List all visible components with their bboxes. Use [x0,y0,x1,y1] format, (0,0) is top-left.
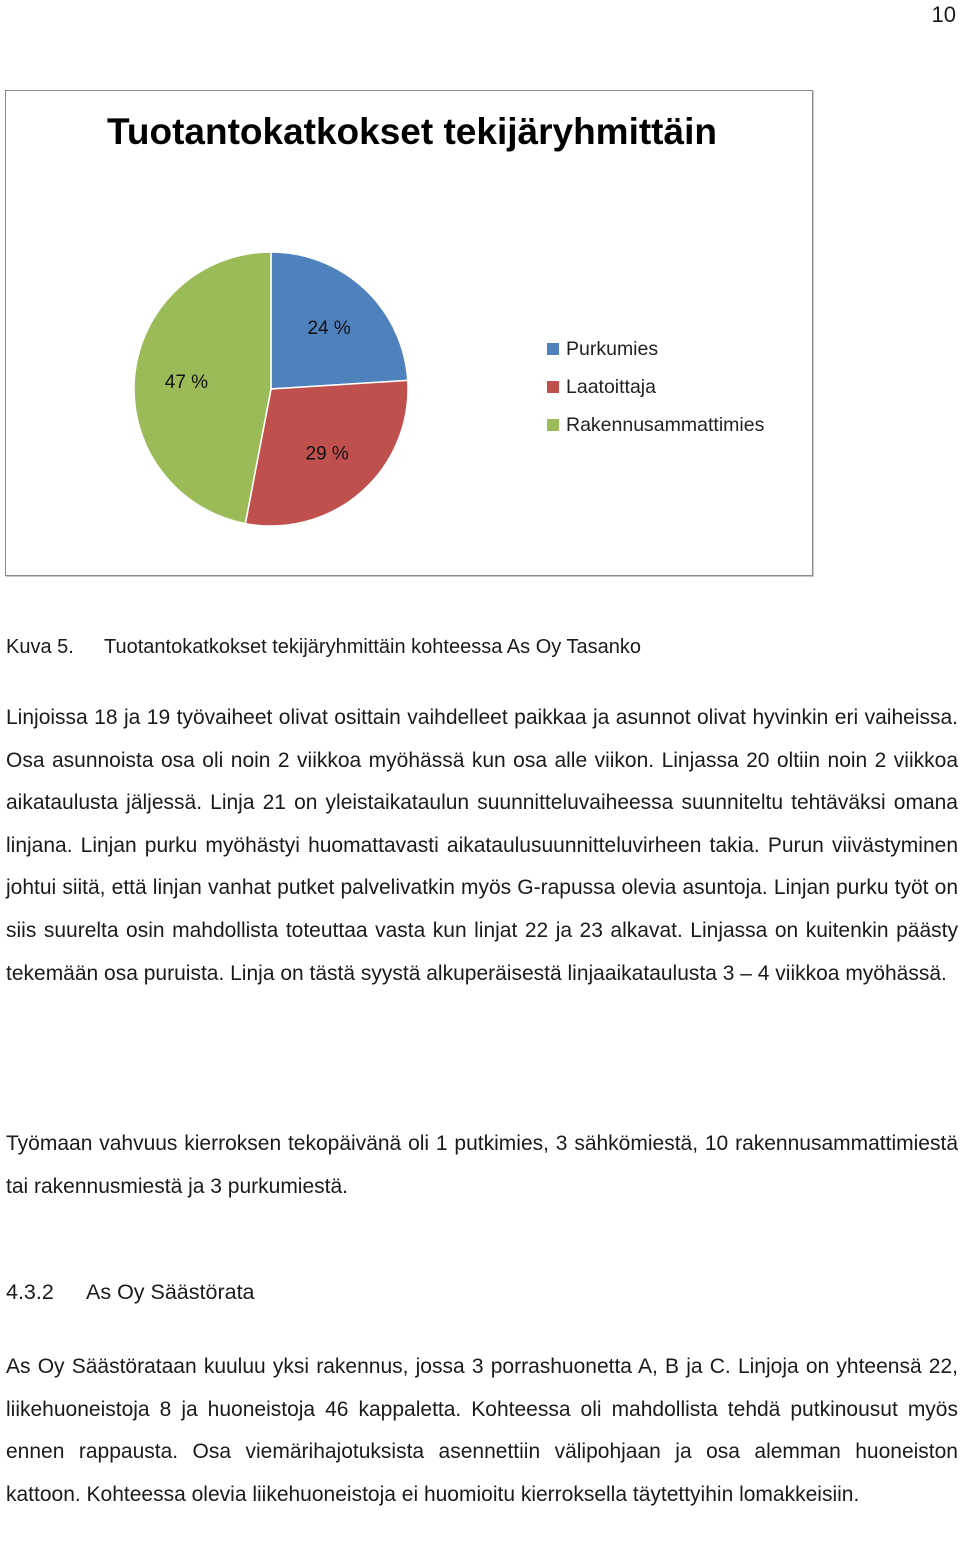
section-number: 4.3.2 [6,1280,54,1304]
legend-swatch-rakennusammattimies [547,419,559,431]
page-number: 10 [931,2,956,27]
section-title: As Oy Säästörata [86,1280,255,1304]
body-paragraph-1: Linjoissa 18 ja 19 työvaiheet olivat osittain vaihdelleet paikkaa ja asunnot olivat hyvinkin eri vaiheissa. Osa asunnoista osa oli noin 2 viikkoa myöhässä kun osa alle viikon. Linjassa 20 oltiin noin 2 viikkoa aikataulusta jäljessä. Linja 21 on yleistaikataulun suunnitteluvaiheessa suunniteltu tehtäväksi omana linjana. Linjan purku myöhästyi huomattavasti aikataulusuunnitteluvirheen takia. Purun viivästyminen johtui siitä, että linjan vanhat putket palvelivatkin myös G-rapussa olevia asuntoja. Linjan purku työt on siis suurelta osin mahdollista toteuttaa vasta kun linjat 22 ja 23 alkavat. Linjassa on kuitenkin päästy tekemään osa puruista. Linja on tästä syystä alkuperäisestä linjaaikataulusta 3 – 4 viikkoa myöhässä. [6,706,958,985]
legend-label-laatoittaja: Laatoittaja [566,376,656,398]
legend-label-rakennusammattimies: Rakennusammattimies [566,414,765,436]
pie-chart [6,91,812,575]
data-label-rakennusammattimies: 47 % [164,372,209,394]
chart-title: Tuotantokatkokset tekijäryhmittäin [107,111,717,152]
data-label-laatoittaja: 29 % [305,443,349,465]
legend-swatch-laatoittaja [547,381,559,393]
body-paragraph-2: Työmaan vahvuus kierroksen tekopäivänä oli 1 putkimies, 3 sähkömiestä, 10 rakennusammattimiestä tai rakennusmiestä ja 3 purkumiestä. [6,1132,958,1198]
section-heading [6,1280,255,1305]
chart-frame [5,90,813,576]
body-paragraph-3: As Oy Säästörataan kuuluu yksi rakennus, jossa 3 porrashuonetta A, B ja C. Linjoja on yhteensä 22, liikehuoneistoja 8 ja huoneistoja 46 kappaletta. Kohteessa oli mahdollista tehdä putkinousut myös ennen rappausta. Osa viemärihajotuksista asennettiin välipohjaan ja osa alemman huoneiston kattoon. Kohteessa olevia liikehuoneistoja ei huomioitu kierroksella täytettyihin lomakkeisiin. [6,1355,958,1506]
data-label-purkumies: 24 % [307,318,351,340]
legend-label-purkumies: Purkumies [566,338,659,360]
legend-swatch-purkumies [547,343,559,355]
caption-text: Tuotantokatkokset tekijäryhmittäin kohteessa As Oy Tasanko [104,636,641,658]
figure-caption [6,636,641,659]
caption-label: Kuva 5. [6,636,74,658]
